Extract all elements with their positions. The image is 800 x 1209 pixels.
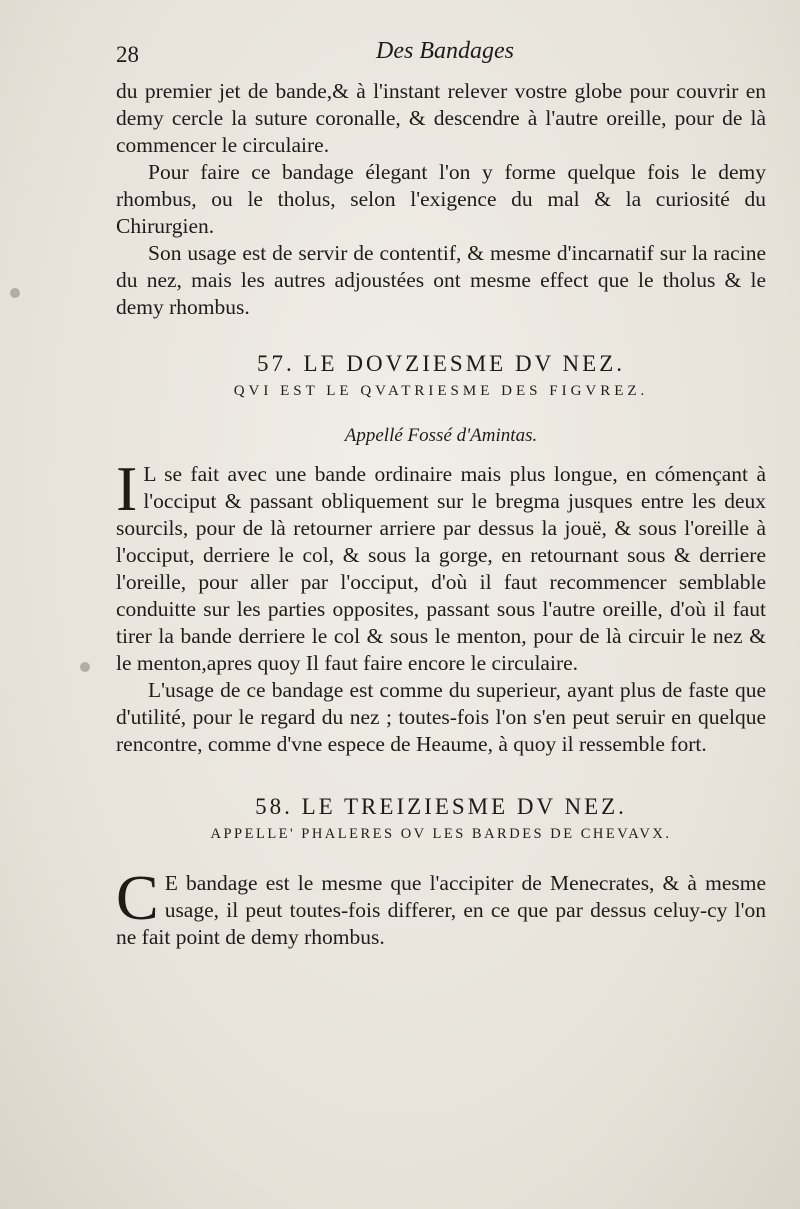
paragraph: E bandage est le mesme que l'accipiter de Menecrates, & à mesme usage, il peut toutes-fois differer, en ce que par dessus celuy-cy l'on ne fait point de demy rhombus.: [116, 871, 766, 949]
section-subheading: QVI EST LE QVATRIESME DES FIGVREZ.: [233, 383, 649, 399]
page-number: 28: [116, 42, 139, 67]
paper-spot: [10, 288, 20, 298]
paragraph: L se fait avec une bande ordinaire mais plus longue, en cómençant à l'occiput & passant obliquement sur le bregma jusques entre les deux sourcils, pour de là retourner arriere par dessus la jouë, & sous l'oreille à l'occiput, derriere le col, & sous la gorge, en retournant sous & derriere l'oreille, pour aller par l'occiput, d'où il faut recommencer semblable conduitte sur les parties opposites, passant sous l'autre oreille, d'où il faut tirer la bande derriere le col & sous le menton, pour de là circuir le nez & le menton,apres quoy Il faut faire encore le circulaire.: [116, 462, 766, 675]
paragraph: du premier jet de bande,& à l'instant relever vostre globe pour couvrir en demy cercle la suture coronalle, & descendre à l'autre oreille, pour de là commencer le circulaire.: [116, 79, 766, 157]
paper-spot: [80, 662, 90, 672]
section-heading: 58. LE TREIZIESME DV NEZ.: [255, 794, 627, 819]
section-heading: 57. LE DOVZIESME DV NEZ.: [257, 351, 625, 376]
paragraph: L'usage de ce bandage est comme du superieur, ayant plus de faste que d'utilité, pour le regard du nez ; toutes-fois l'on s'en peut seruir en quelque rencontre, comme d'vne espece de Heaume, à quoy il ressemble fort.: [116, 678, 766, 756]
drop-cap: C: [116, 862, 159, 933]
section-italic-title: Appellé Fossé d'Amintas.: [344, 425, 538, 446]
text-block: [116, 38, 766, 951]
paragraph: Son usage est de servir de contentif, & mesme d'incarnatif sur la racine du nez, mais les autres adjoustées ont mesme effect que le tholus & le demy rhombus.: [116, 241, 766, 319]
paragraph: Pour faire ce bandage élegant l'on y forme quelque fois le demy rhombus, ou le tholus, selon l'exigence du mal & la curiosité du Chirurgien.: [116, 160, 766, 238]
drop-cap-paragraph: [116, 862, 766, 951]
drop-cap-paragraph: [116, 453, 766, 677]
section-subheading: APPELLE' PHALERES OV LES BARDES DE CHEVAVX.: [210, 826, 672, 842]
drop-cap: I: [116, 453, 138, 524]
running-title: Des Bandages: [376, 38, 514, 64]
page-header: [116, 38, 766, 78]
